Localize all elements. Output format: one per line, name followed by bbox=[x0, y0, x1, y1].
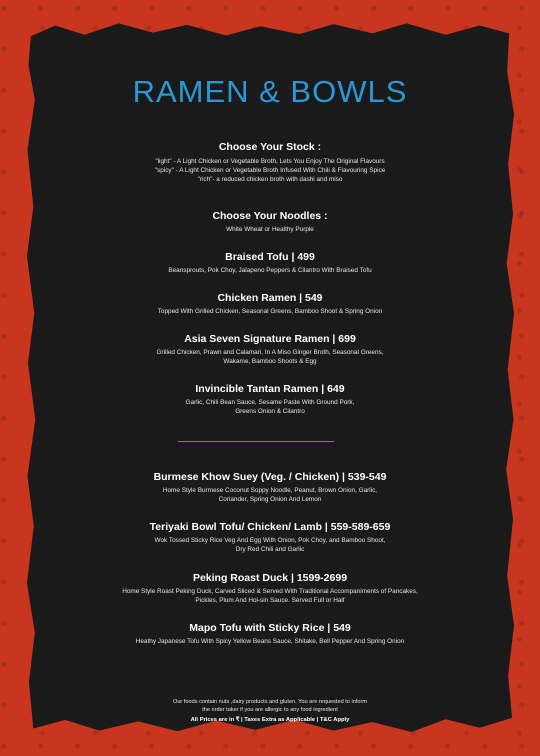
item-description-line: Greens Onion & Cilantro bbox=[235, 408, 305, 415]
item-name: Braised Tofu | 499 bbox=[225, 251, 315, 263]
stock-section bbox=[40, 140, 500, 184]
item-description-line: Coriander, Spring Onion And Lemon bbox=[218, 496, 322, 503]
stock-line: "light" - A Light Chicken or Vegetable Broth, Lets You Enjoy The Original Flavours bbox=[155, 158, 385, 165]
item-description-line: Home Style Burmese Coconut Soppy Noodle, Peanut, Brown Onion, Garlic, bbox=[162, 487, 378, 494]
item-description-line: Dry Red Chili and Garlic bbox=[235, 546, 305, 553]
item-description bbox=[40, 536, 500, 554]
item-name: Asia Seven Signature Ramen | 699 bbox=[184, 333, 356, 345]
item-description: Beansprouts, Pok Choy, Jalapeno Peppers & Cilantro With Braised Tofu bbox=[168, 267, 372, 274]
item-description: Heathy Japanese Tofu With Spicy Yellow Beans Sauce, Shitake, Bell Pepper And Spring Onion bbox=[135, 638, 405, 645]
allergy-note-line: Our foods contain nuts ,dairy products and gluten. You are requested to inform bbox=[172, 699, 368, 705]
section-divider bbox=[178, 441, 334, 442]
price-disclaimer: All Prices are in ₹ | Taxes Extra as Applicable | T&C Apply bbox=[190, 717, 350, 723]
menu-item bbox=[40, 520, 500, 554]
item-description: Topped With Grilled Chicken, Seasonal Greens, Bamboo Shoot & Spring Onion bbox=[157, 308, 383, 315]
item-name: Chicken Ramen | 549 bbox=[217, 292, 323, 304]
item-description bbox=[40, 348, 500, 366]
stock-line: "spicy" - A Light Chicken or Vegetable Broth Infused With Chili & Flavouring Spice bbox=[154, 167, 386, 174]
item-description-line: Garlic, Chili Bean Sauce, Sesame Paste With Ground Pork, bbox=[185, 399, 355, 406]
page-title: RAMEN & BOWLS bbox=[132, 74, 408, 109]
stock-line: "rich"- a reduced chicken broth with dashi and miso bbox=[197, 176, 343, 183]
allergy-note bbox=[90, 698, 450, 714]
noodles-section bbox=[40, 209, 500, 234]
item-description bbox=[40, 587, 500, 605]
allergy-note-line: the order taker if you are allergic to any food ingredient bbox=[202, 707, 338, 713]
noodles-heading: Choose Your Noodles : bbox=[212, 210, 328, 222]
stock-description bbox=[40, 157, 500, 184]
item-description-line: Grilled Chicken, Prawn and Calamari, In A Miso Ginger Broth, Seasonal Greens, bbox=[156, 349, 384, 356]
item-description bbox=[40, 398, 500, 416]
item-description-line: Pickles, Plum And Hoi-sin Sauce. Served Full or Half bbox=[195, 597, 345, 604]
item-name: Invincible Tantan Ramen | 649 bbox=[195, 383, 345, 395]
item-name: Teriyaki Bowl Tofu/ Chicken/ Lamb | 559-589-659 bbox=[149, 521, 391, 533]
menu-item bbox=[40, 621, 500, 646]
item-description-line: Wok Tossed Sticky Rice Veg And Egg With Onion, Pok Choy, and Bamboo Shoot, bbox=[154, 537, 386, 544]
stock-heading: Choose Your Stock : bbox=[218, 141, 322, 153]
menu-item bbox=[40, 332, 500, 366]
menu-item bbox=[40, 382, 500, 416]
menu-item bbox=[40, 250, 500, 275]
menu-item bbox=[40, 470, 500, 504]
item-name: Mapo Tofu with Sticky Rice | 549 bbox=[189, 622, 351, 634]
item-name: Burmese Khow Suey (Veg. / Chicken) | 539-549 bbox=[153, 471, 387, 483]
noodles-line: White Wheat or Healthy Purple bbox=[226, 226, 314, 233]
menu-item bbox=[40, 571, 500, 605]
item-description-line: Wakame, Bamboo Shoots & Egg bbox=[223, 358, 317, 365]
menu-item bbox=[40, 291, 500, 316]
item-description-line: Home Style Roast Peking Duck, Carved Sliced & Served With Traditional Accompaniments of Pancakes, bbox=[122, 588, 418, 595]
item-name: Peking Roast Duck | 1599-2699 bbox=[192, 572, 348, 584]
item-description bbox=[40, 486, 500, 504]
